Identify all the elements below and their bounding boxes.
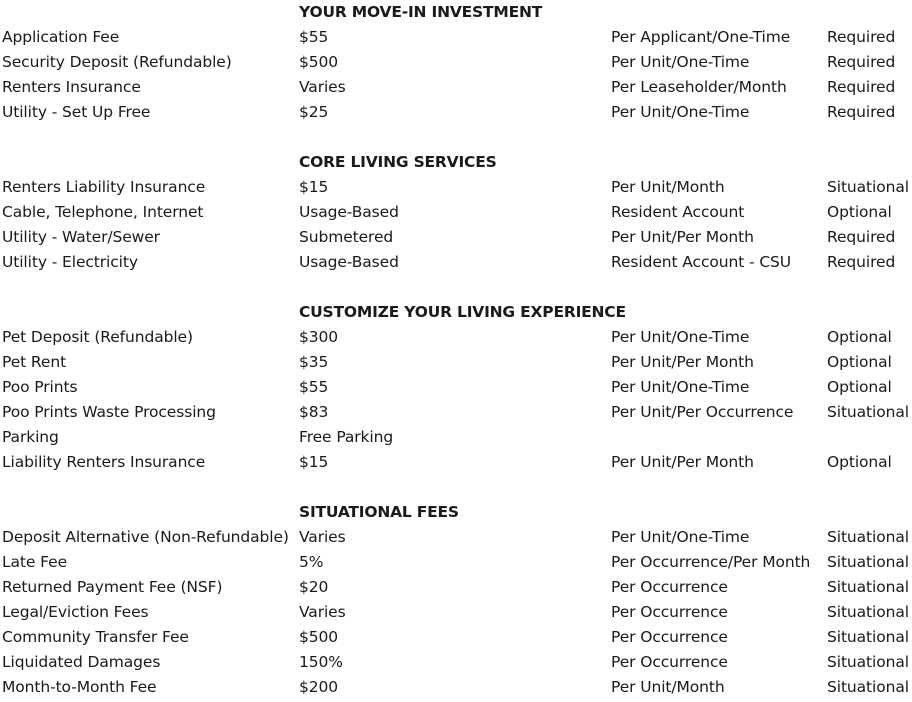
fee-status: Situational [827, 553, 909, 571]
fee-row [0, 75, 912, 100]
fee-amount: Usage-Based [299, 203, 399, 221]
section-heading: SITUATIONAL FEES [299, 503, 459, 521]
fee-frequency: Per Unit/Month [611, 678, 725, 696]
fee-status: Required [827, 103, 896, 121]
fee-item-name: Parking [2, 428, 59, 446]
fee-amount: $200 [299, 678, 339, 696]
fee-item-name: Pet Rent [2, 353, 67, 371]
fee-status: Optional [827, 328, 892, 346]
fee-item-name: Utility - Water/Sewer [2, 228, 160, 246]
fee-row [0, 200, 912, 225]
fee-item-name: Liquidated Damages [2, 653, 161, 671]
fee-amount: $55 [299, 378, 329, 396]
fee-item-name: Poo Prints Waste Processing [2, 403, 216, 421]
fee-item-name: Community Transfer Fee [2, 628, 189, 646]
fee-amount: Varies [299, 528, 346, 546]
fee-item-name: Pet Deposit (Refundable) [2, 328, 193, 346]
fee-amount: $15 [299, 453, 329, 471]
fee-row [0, 175, 912, 200]
fee-row [0, 675, 912, 700]
fee-frequency: Per Unit/One-Time [611, 378, 750, 396]
fee-amount: $20 [299, 578, 329, 596]
fee-frequency: Per Unit/Per Month [611, 228, 754, 246]
fee-row [0, 625, 912, 650]
fee-amount: $300 [299, 328, 339, 346]
fee-status: Required [827, 228, 896, 246]
fee-row [0, 50, 912, 75]
fee-row [0, 375, 912, 400]
fee-item-name: Late Fee [2, 553, 68, 571]
fee-item-name: Legal/Eviction Fees [2, 603, 149, 621]
section-heading-row [0, 300, 912, 325]
fee-amount: $55 [299, 28, 329, 46]
fee-frequency: Per Unit/Month [611, 178, 725, 196]
fee-status: Situational [827, 403, 909, 421]
fee-item-name: Utility - Electricity [2, 253, 138, 271]
fee-item-name: Utility - Set Up Free [2, 103, 151, 121]
fee-amount: Varies [299, 603, 346, 621]
section-heading-row [0, 500, 912, 525]
fee-status: Optional [827, 453, 892, 471]
fee-amount: Varies [299, 78, 346, 96]
fee-item-name: Returned Payment Fee (NSF) [2, 578, 223, 596]
fee-status: Optional [827, 353, 892, 371]
fee-frequency: Per Unit/Per Month [611, 453, 754, 471]
fee-frequency: Per Occurrence [611, 603, 728, 621]
fee-amount: $35 [299, 353, 329, 371]
fee-amount: $25 [299, 103, 329, 121]
fee-frequency: Per Unit/Per Month [611, 353, 754, 371]
fee-status: Situational [827, 578, 909, 596]
fee-item-name: Renters Insurance [2, 78, 141, 96]
fee-status: Situational [827, 653, 909, 671]
fee-amount: Usage-Based [299, 253, 399, 271]
fee-frequency: Per Unit/Per Occurrence [611, 403, 794, 421]
fee-item-name: Cable, Telephone, Internet [2, 203, 204, 221]
fee-row [0, 100, 912, 125]
fee-row [0, 425, 912, 450]
fee-amount: 150% [299, 653, 343, 671]
fee-status: Situational [827, 528, 909, 546]
fee-status: Optional [827, 378, 892, 396]
fee-item-name: Poo Prints [2, 378, 78, 396]
fee-amount: $83 [299, 403, 329, 421]
fee-item-name: Security Deposit (Refundable) [2, 53, 232, 71]
fee-status: Required [827, 28, 896, 46]
section-spacer [0, 125, 912, 150]
fee-frequency: Resident Account - CSU [611, 253, 792, 271]
fee-amount: Free Parking [299, 428, 394, 446]
fee-row [0, 525, 912, 550]
section-heading-row [0, 150, 912, 175]
fee-amount: $500 [299, 628, 339, 646]
fee-status: Situational [827, 628, 909, 646]
fee-row [0, 225, 912, 250]
fee-amount: $15 [299, 178, 329, 196]
section-heading: CORE LIVING SERVICES [299, 153, 497, 171]
fee-status: Situational [827, 678, 909, 696]
fee-frequency: Resident Account [611, 203, 745, 221]
fee-row [0, 450, 912, 475]
fee-row [0, 550, 912, 575]
fee-item-name: Renters Liability Insurance [2, 178, 206, 196]
fee-row [0, 400, 912, 425]
fee-frequency: Per Unit/One-Time [611, 528, 750, 546]
fee-row [0, 325, 912, 350]
fee-frequency: Per Leaseholder/Month [611, 78, 787, 96]
fee-row [0, 600, 912, 625]
fee-frequency: Per Unit/One-Time [611, 103, 750, 121]
fee-row [0, 350, 912, 375]
fee-row [0, 250, 912, 275]
fee-frequency: Per Unit/One-Time [611, 53, 750, 71]
fee-frequency: Per Occurrence/Per Month [611, 553, 811, 571]
fee-status: Situational [827, 178, 909, 196]
section-heading-row [0, 0, 912, 25]
fee-status: Optional [827, 203, 892, 221]
fee-frequency: Per Occurrence [611, 628, 728, 646]
fee-item-name: Liability Renters Insurance [2, 453, 206, 471]
fee-item-name: Deposit Alternative (Non-Refundable) [2, 528, 289, 546]
fee-frequency: Per Occurrence [611, 578, 728, 596]
fee-frequency: Per Unit/One-Time [611, 328, 750, 346]
fee-status: Required [827, 78, 896, 96]
fee-status: Situational [827, 603, 909, 621]
fee-status: Required [827, 53, 896, 71]
fee-item-name: Application Fee [2, 28, 120, 46]
fee-amount: Submetered [299, 228, 394, 246]
fee-amount: $500 [299, 53, 339, 71]
fee-row [0, 575, 912, 600]
section-heading: YOUR MOVE-IN INVESTMENT [299, 3, 543, 21]
fee-row [0, 650, 912, 675]
fee-item-name: Month-to-Month Fee [2, 678, 157, 696]
fee-status: Required [827, 253, 896, 271]
fee-frequency: Per Occurrence [611, 653, 728, 671]
section-spacer [0, 275, 912, 300]
section-heading: CUSTOMIZE YOUR LIVING EXPERIENCE [299, 303, 626, 321]
fee-row [0, 25, 912, 50]
fee-amount: 5% [299, 553, 324, 571]
fee-frequency: Per Applicant/One-Time [611, 28, 791, 46]
section-spacer [0, 475, 912, 500]
